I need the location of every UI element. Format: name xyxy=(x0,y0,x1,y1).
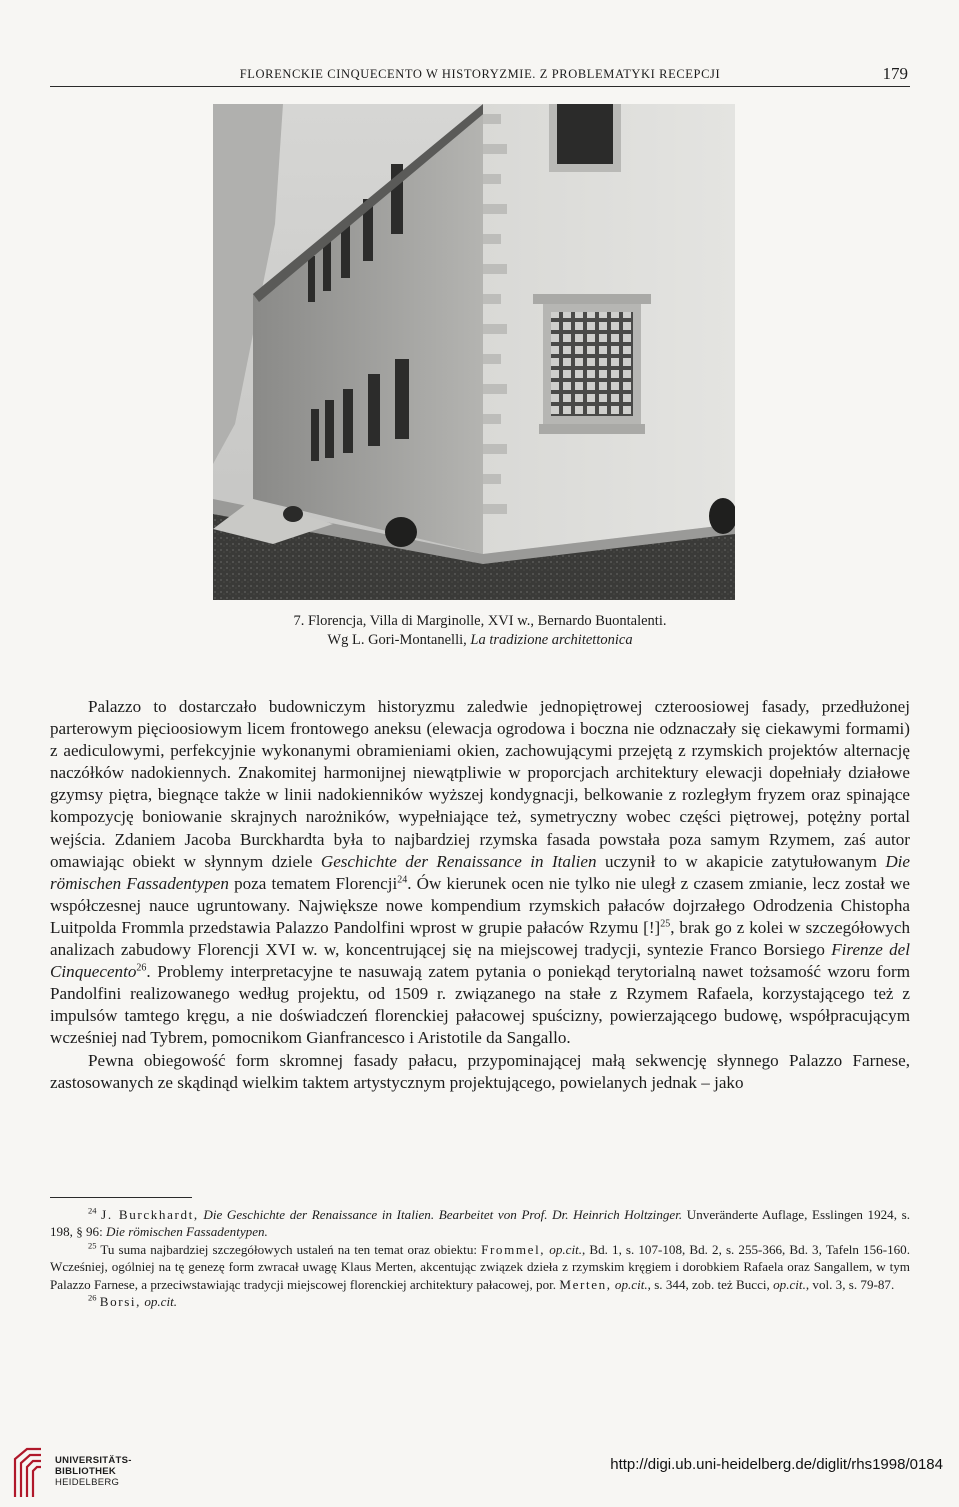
library-name-line-3: HEIDELBERG xyxy=(55,1477,120,1488)
footnote-25-text-b: , Bd. 1, s. 107-108, Bd. 2, s. 255-366, Bd. 3, Tafeln 156-160. Wcześniej, ogólniej na tę genezę form zwracał uwagę Klaus Merten, akcentując związek dzieła z rzymskim kręgiem i dorobkiem Rafaela oraz Sangallem, w tym Palazzo Farnese, a przeciwstawiając tradycji miejscowej florenckiej architektury pałacowej, por. xyxy=(50,1241,910,1292)
library-name-line-2: BIBLIOTHEK xyxy=(55,1466,117,1477)
figure-caption xyxy=(50,612,910,650)
footnote-25-author: Frommel, xyxy=(481,1241,546,1257)
library-name xyxy=(55,1455,132,1488)
running-header xyxy=(50,64,910,86)
footnote-ref-25[interactable]: 25 xyxy=(660,918,671,930)
p1-text-e: , brak go z kolei w szczegółowych analizach zabudowy Florencji XVI w. w, koncentrującej się na miejscowej tradycji, syntezie Franco Borsiego xyxy=(50,917,910,960)
p1-text-d: . Ów kierunek ocen nie tylko nie uległ z czasem zmianie, lecz został we współczesnej nauce ugruntowany. Największe nowe kompendium rzymskich pałaców dojrzałego Odrodzenia Chistopha Luitpolda Frommla przedstawia Palazzo Pandolfini wprost w grupie pałaców Rzymu [!] xyxy=(50,873,910,937)
footnote-24-section: Die römischen Fassadentypen. xyxy=(106,1224,268,1240)
p1-text-c: poza tematem Florencji xyxy=(228,873,398,893)
footnote-24-text: Unveränderte Auflage, Esslingen 1924, s. 198, § 96: xyxy=(50,1207,910,1240)
p1-text-f: . Problemy interpretacyjne te nasuwają zatem pytania o poniekąd terytorialną nawet tożsamość wzoru form Pandolfini realizowanego według projektu, od 1509 r. związanego na stałe z Rzymem Rafaela, korzystającego też z impulsów tamtego kręgu, a nie doświadczeń florenckiej pałacowej spuścizny, powierzającego budowę, współpracującym wcześniej nad Tybrem, pomocnikom Gianfrancesco i Aristotile da Sangallo. xyxy=(50,962,910,1048)
paragraph-2: Pewna obiegowość form skromnej fasady pałacu, przypominającej małą sekwencję słynnego Palazzo Farnese, zastosowanych ze skądinąd wielkim taktem artystycznym projektującego, powielanych jednak – jako xyxy=(50,1050,910,1092)
footnote-25-text-c: , s. 344, zob. też Bucci, xyxy=(647,1276,774,1292)
library-logo-icon xyxy=(11,1445,45,1501)
footnote-25-text-a: Tu suma najbardziej szczegółowych ustaleń na ten temat oraz obiektu: xyxy=(100,1241,482,1257)
digitization-footer xyxy=(0,1437,959,1507)
footnotes xyxy=(50,1206,910,1310)
footnote-24 xyxy=(50,1206,910,1241)
footnote-ref-26[interactable]: 26 xyxy=(136,962,147,974)
paragraph-1 xyxy=(50,696,910,1050)
running-title: FLORENCKIE CINQUECENTO W HISTORYZMIE. Z PROBLEMATYKI RECEPCJI xyxy=(239,67,721,81)
villa-photo-illustration xyxy=(213,104,735,600)
footnote-24-number: 24 xyxy=(88,1205,97,1216)
body-text xyxy=(50,696,910,1094)
footnote-25-author-2: Merten, xyxy=(559,1276,612,1292)
footnote-ref-24[interactable]: 24 xyxy=(397,874,408,886)
footnote-25 xyxy=(50,1241,910,1293)
footnote-26-opcit: op.cit. xyxy=(144,1294,178,1310)
footnote-26-number: 26 xyxy=(88,1292,97,1303)
caption-source-title: La tradizione architettonica xyxy=(470,632,633,648)
footnote-25-opcit-3: op.cit. xyxy=(773,1276,806,1292)
footnote-26 xyxy=(50,1293,910,1310)
header-rule xyxy=(50,86,910,87)
permalink-url[interactable]: http://digi.ub.uni-heidelberg.de/diglit/rhs1998/0184 xyxy=(610,1456,943,1473)
caption-line-2-text: Wg L. Gori-Montanelli, xyxy=(327,632,471,648)
p1-italic-title-3: Firenze del Cinquecento xyxy=(50,940,910,982)
footnote-24-title: Die Geschichte der Renaissance in Italien. Bearbeitet von Prof. Dr. Heinrich Holtzinger. xyxy=(203,1207,683,1222)
footnote-25-opcit-2: op.cit. xyxy=(614,1276,648,1292)
villa-photograph xyxy=(213,104,735,600)
footnote-26-author: Borsi, xyxy=(99,1294,142,1310)
caption-line-2 xyxy=(50,631,910,650)
footnote-25-text-d: , vol. 3, s. 79-87. xyxy=(805,1276,895,1292)
caption-line-1: 7. Florencja, Villa di Marginolle, XVI w., Bernardo Buontalenti. xyxy=(293,613,667,629)
p1-text-b: uczynił to w akapicie zatytułowanym xyxy=(596,851,886,871)
footnote-25-opcit-1: op.cit. xyxy=(549,1241,583,1257)
footnote-25-number: 25 xyxy=(88,1240,97,1251)
footnote-rule xyxy=(50,1197,192,1198)
footnote-24-author: J. Burckhardt, xyxy=(101,1207,199,1222)
p1-italic-title-2: Die römischen Fassadentypen xyxy=(50,851,910,893)
p1-text-a: Palazzo to dostarczało budowniczym historyzmu zaledwie jednopiętrowej czteroosiowej fasady, przedłużonej parterowym pięcioosiowym licem frontowego aneksu (elewacja ogrodowa i boczna nie odznaczały się ciekawymi formami) z aediculowymi, perfekcyjnie wykonanymi obramieniami okien, zachowującymi przejętą z rzymskich projektów alternację naczółków nadokiennych. Znakomitej harmonijnej niewątpliwie w proporcjach architektury elewacji dopełniały działowe gzymsy piętra, biegnące także w linii nadokienników wyższej kondygnacji, belkowanie z rozległym fryzem oraz spinające kompozycję boniowanie skrajnych narożników, wypełniające też, symetryczny wobec części piętrowej, potężny portal wejścia. Zdaniem Jacoba Burckhardta była to najbardziej rzymska fasada powstała poza samym Rzymem, zaś autor omawiając obiekt w słynnym dziele xyxy=(50,697,910,871)
p1-italic-title-1: Geschichte der Renaissance in Italien xyxy=(320,851,597,871)
page-number: 179 xyxy=(882,64,908,83)
library-name-line-1: UNIVERSITÄTS- xyxy=(55,1455,132,1466)
